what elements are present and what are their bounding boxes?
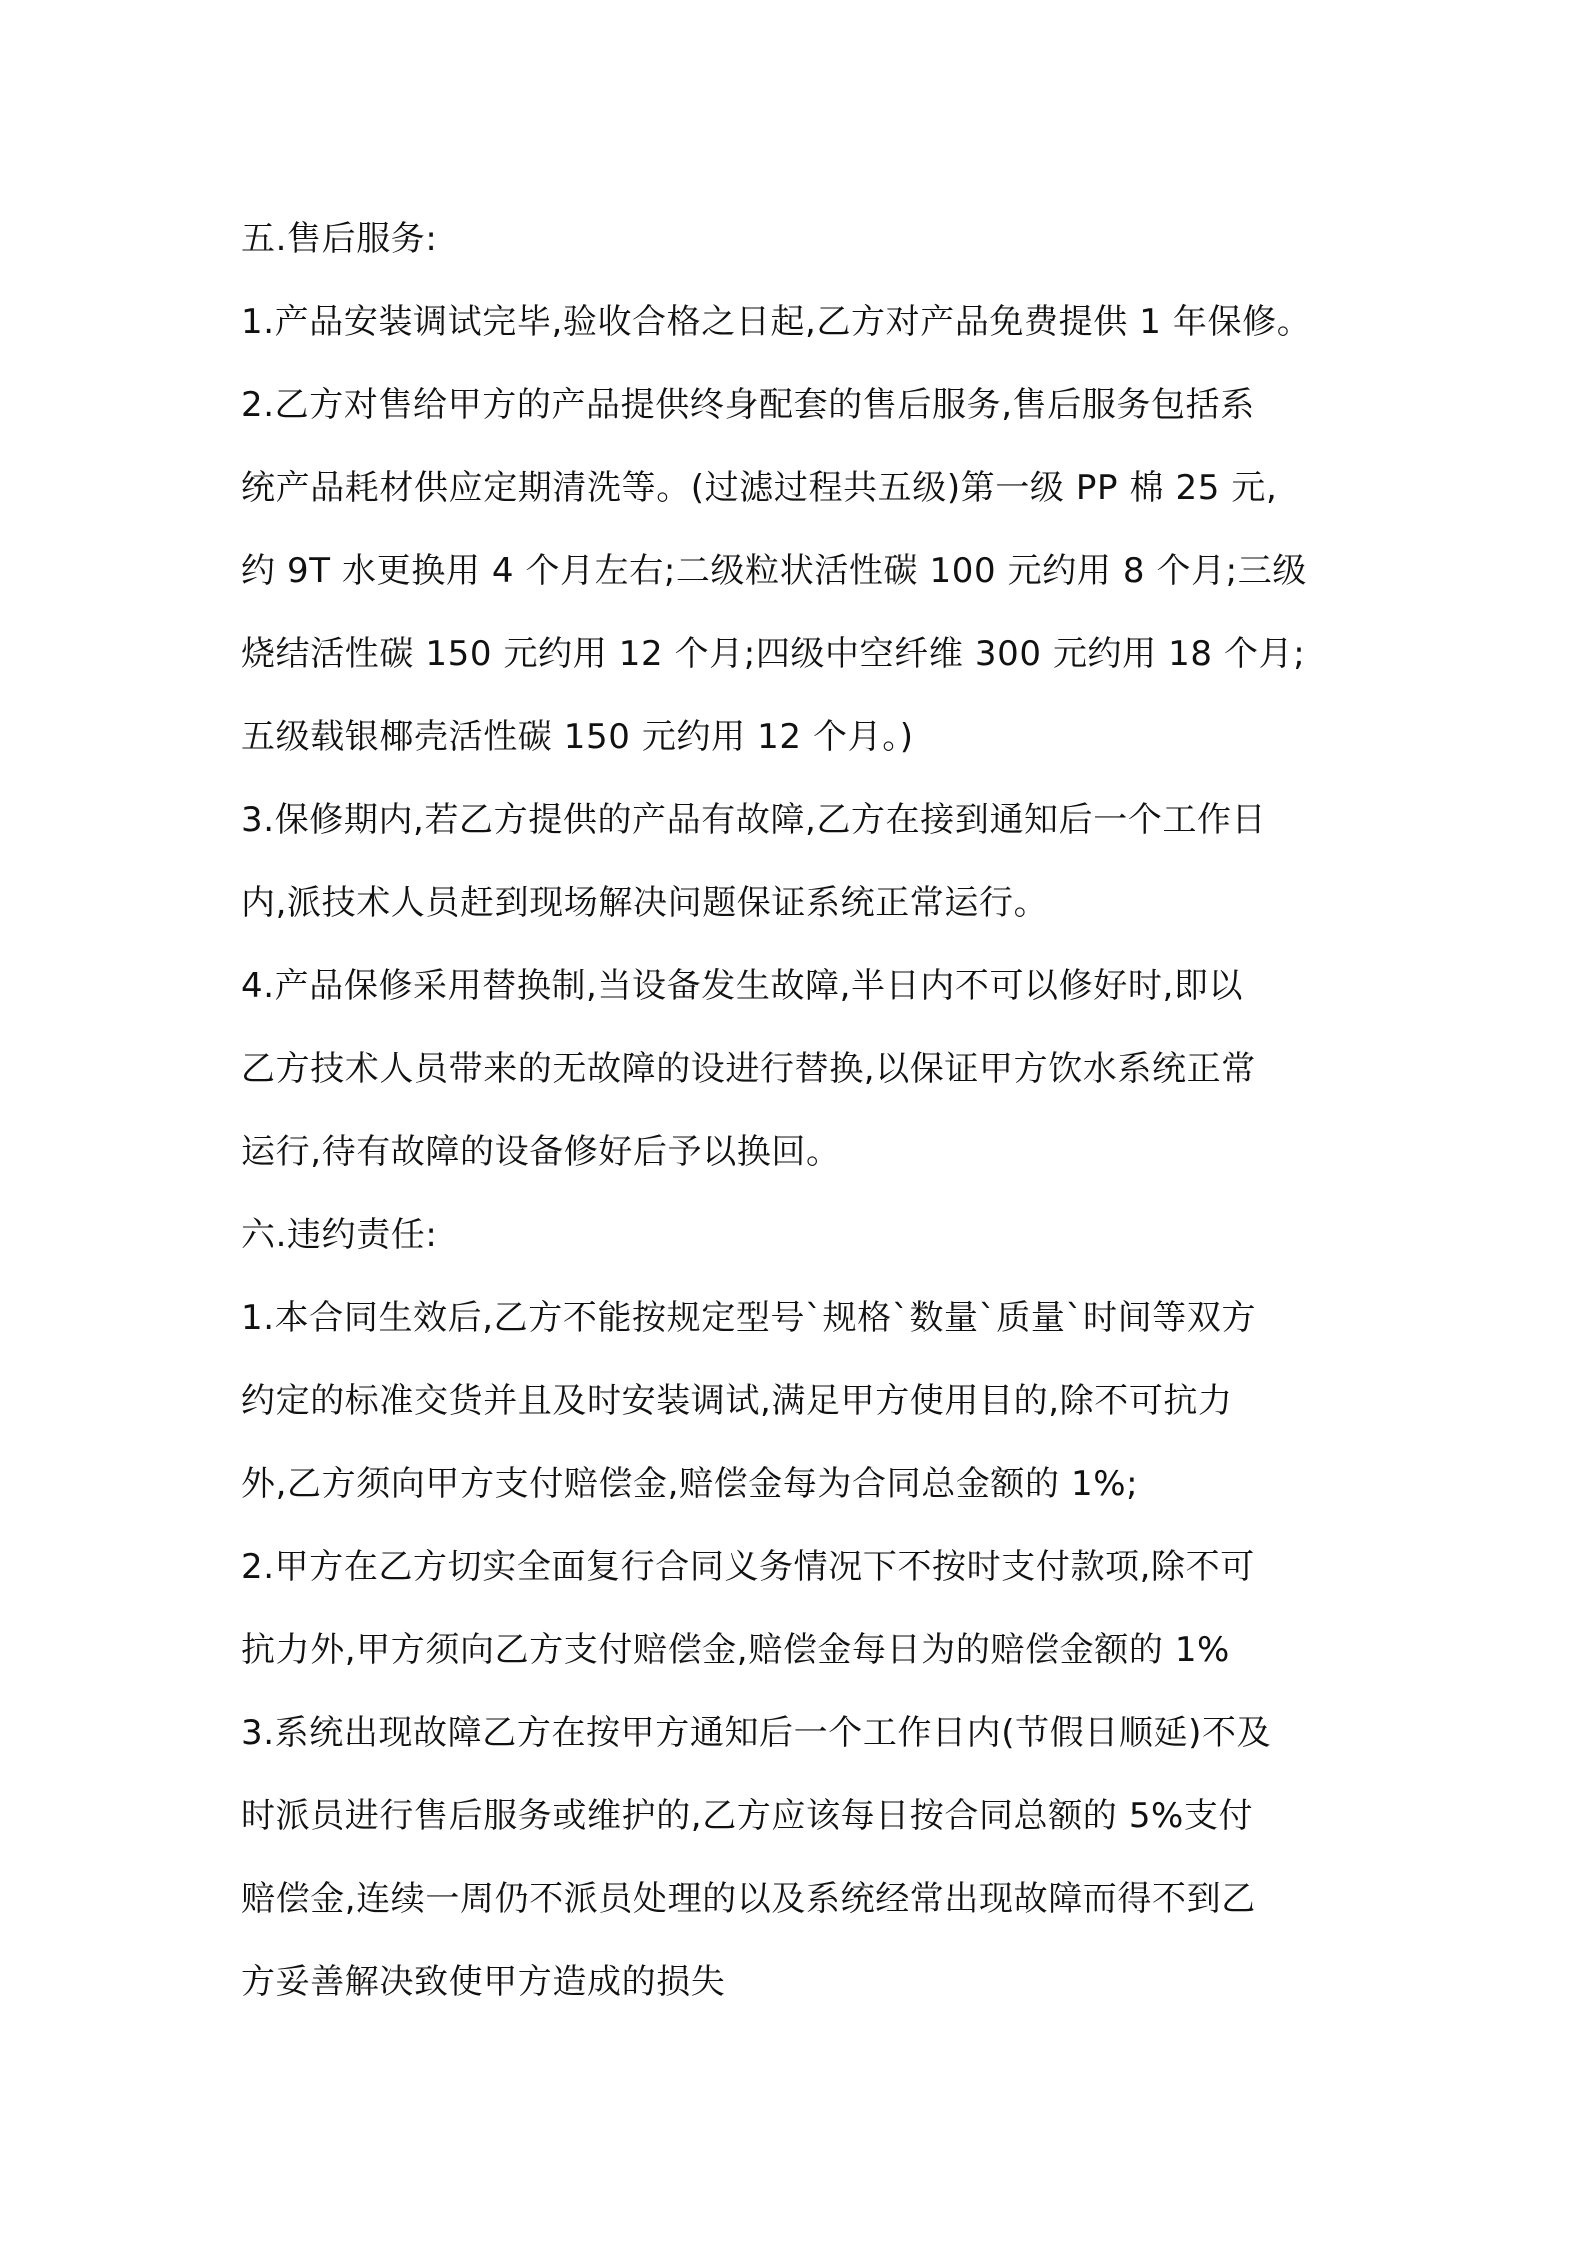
- clause-5-3-line-2: 内,派技术人员赶到现场解决问题保证系统正常运行。: [241, 883, 1049, 923]
- clause-5-3-line-1: 3.保修期内,若乙方提供的产品有故障,乙方在接到通知后一个工作日: [241, 800, 1267, 840]
- clause-5-2-line-4: 烧结活性碳 150 元约用 12 个月;四级中空纤维 300 元约用 18 个月;: [241, 634, 1306, 674]
- section-heading-after-sales: 五.售后服务:: [241, 219, 438, 259]
- document-body: [241, 198, 1366, 2024]
- clause-5-2-line-2: 统产品耗材供应定期清洗等。(过滤过程共五级)第一级 PP 棉 25 元,: [241, 468, 1278, 508]
- clause-6-2-line-1: 2.甲方在乙方切实全面复行合同义务情况下不按时支付款项,除不可: [241, 1547, 1255, 1587]
- clause-5-2-line-1: 2.乙方对售给甲方的产品提供终身配套的售后服务,售后服务包括系: [241, 385, 1255, 425]
- clause-6-3-line-1: 3.系统出现故障乙方在按甲方通知后一个工作日内(节假日顺延)不及: [241, 1713, 1272, 1753]
- clause-6-1-line-3: 外,乙方须向甲方支付赔偿金,赔偿金每为合同总金额的 1%;: [241, 1464, 1139, 1504]
- clause-5-4-line-1: 4.产品保修采用替换制,当设备发生故障,半日内不可以修好时,即以: [241, 966, 1244, 1006]
- clause-6-3-line-2: 时派员进行售后服务或维护的,乙方应该每日按合同总额的 5%支付: [241, 1796, 1254, 1836]
- clause-5-2-line-5: 五级载银椰壳活性碳 150 元约用 12 个月。): [241, 717, 914, 757]
- clause-6-1-line-2: 约定的标准交货并且及时安装调试,满足甲方使用目的,除不可抗力: [241, 1381, 1233, 1421]
- clause-5-1-line-1: 1.产品安装调试完毕,验收合格之日起,乙方对产品免费提供 1 年保修。: [241, 302, 1312, 342]
- clause-5-4-line-3: 运行,待有故障的设备修好后予以换回。: [241, 1132, 841, 1172]
- clause-5-4-line-2: 乙方技术人员带来的无故障的设进行替换,以保证甲方饮水系统正常: [241, 1049, 1256, 1089]
- clause-6-2-line-2: 抗力外,甲方须向乙方支付赔偿金,赔偿金每日为的赔偿金额的 1%: [241, 1630, 1230, 1670]
- clause-6-3-line-3: 赔偿金,连续一周仍不派员处理的以及系统经常出现故障而得不到乙: [241, 1879, 1256, 1919]
- clause-6-1-line-1: 1.本合同生效后,乙方不能按规定型号`规格`数量`质量`时间等双方: [241, 1298, 1257, 1338]
- clause-5-2-line-3: 约 9T 水更换用 4 个月左右;二级粒状活性碳 100 元约用 8 个月;三级: [241, 551, 1307, 591]
- section-heading-breach: 六.违约责任:: [241, 1215, 438, 1255]
- clause-6-3-line-4: 方妥善解决致使甲方造成的损失: [241, 1962, 726, 2002]
